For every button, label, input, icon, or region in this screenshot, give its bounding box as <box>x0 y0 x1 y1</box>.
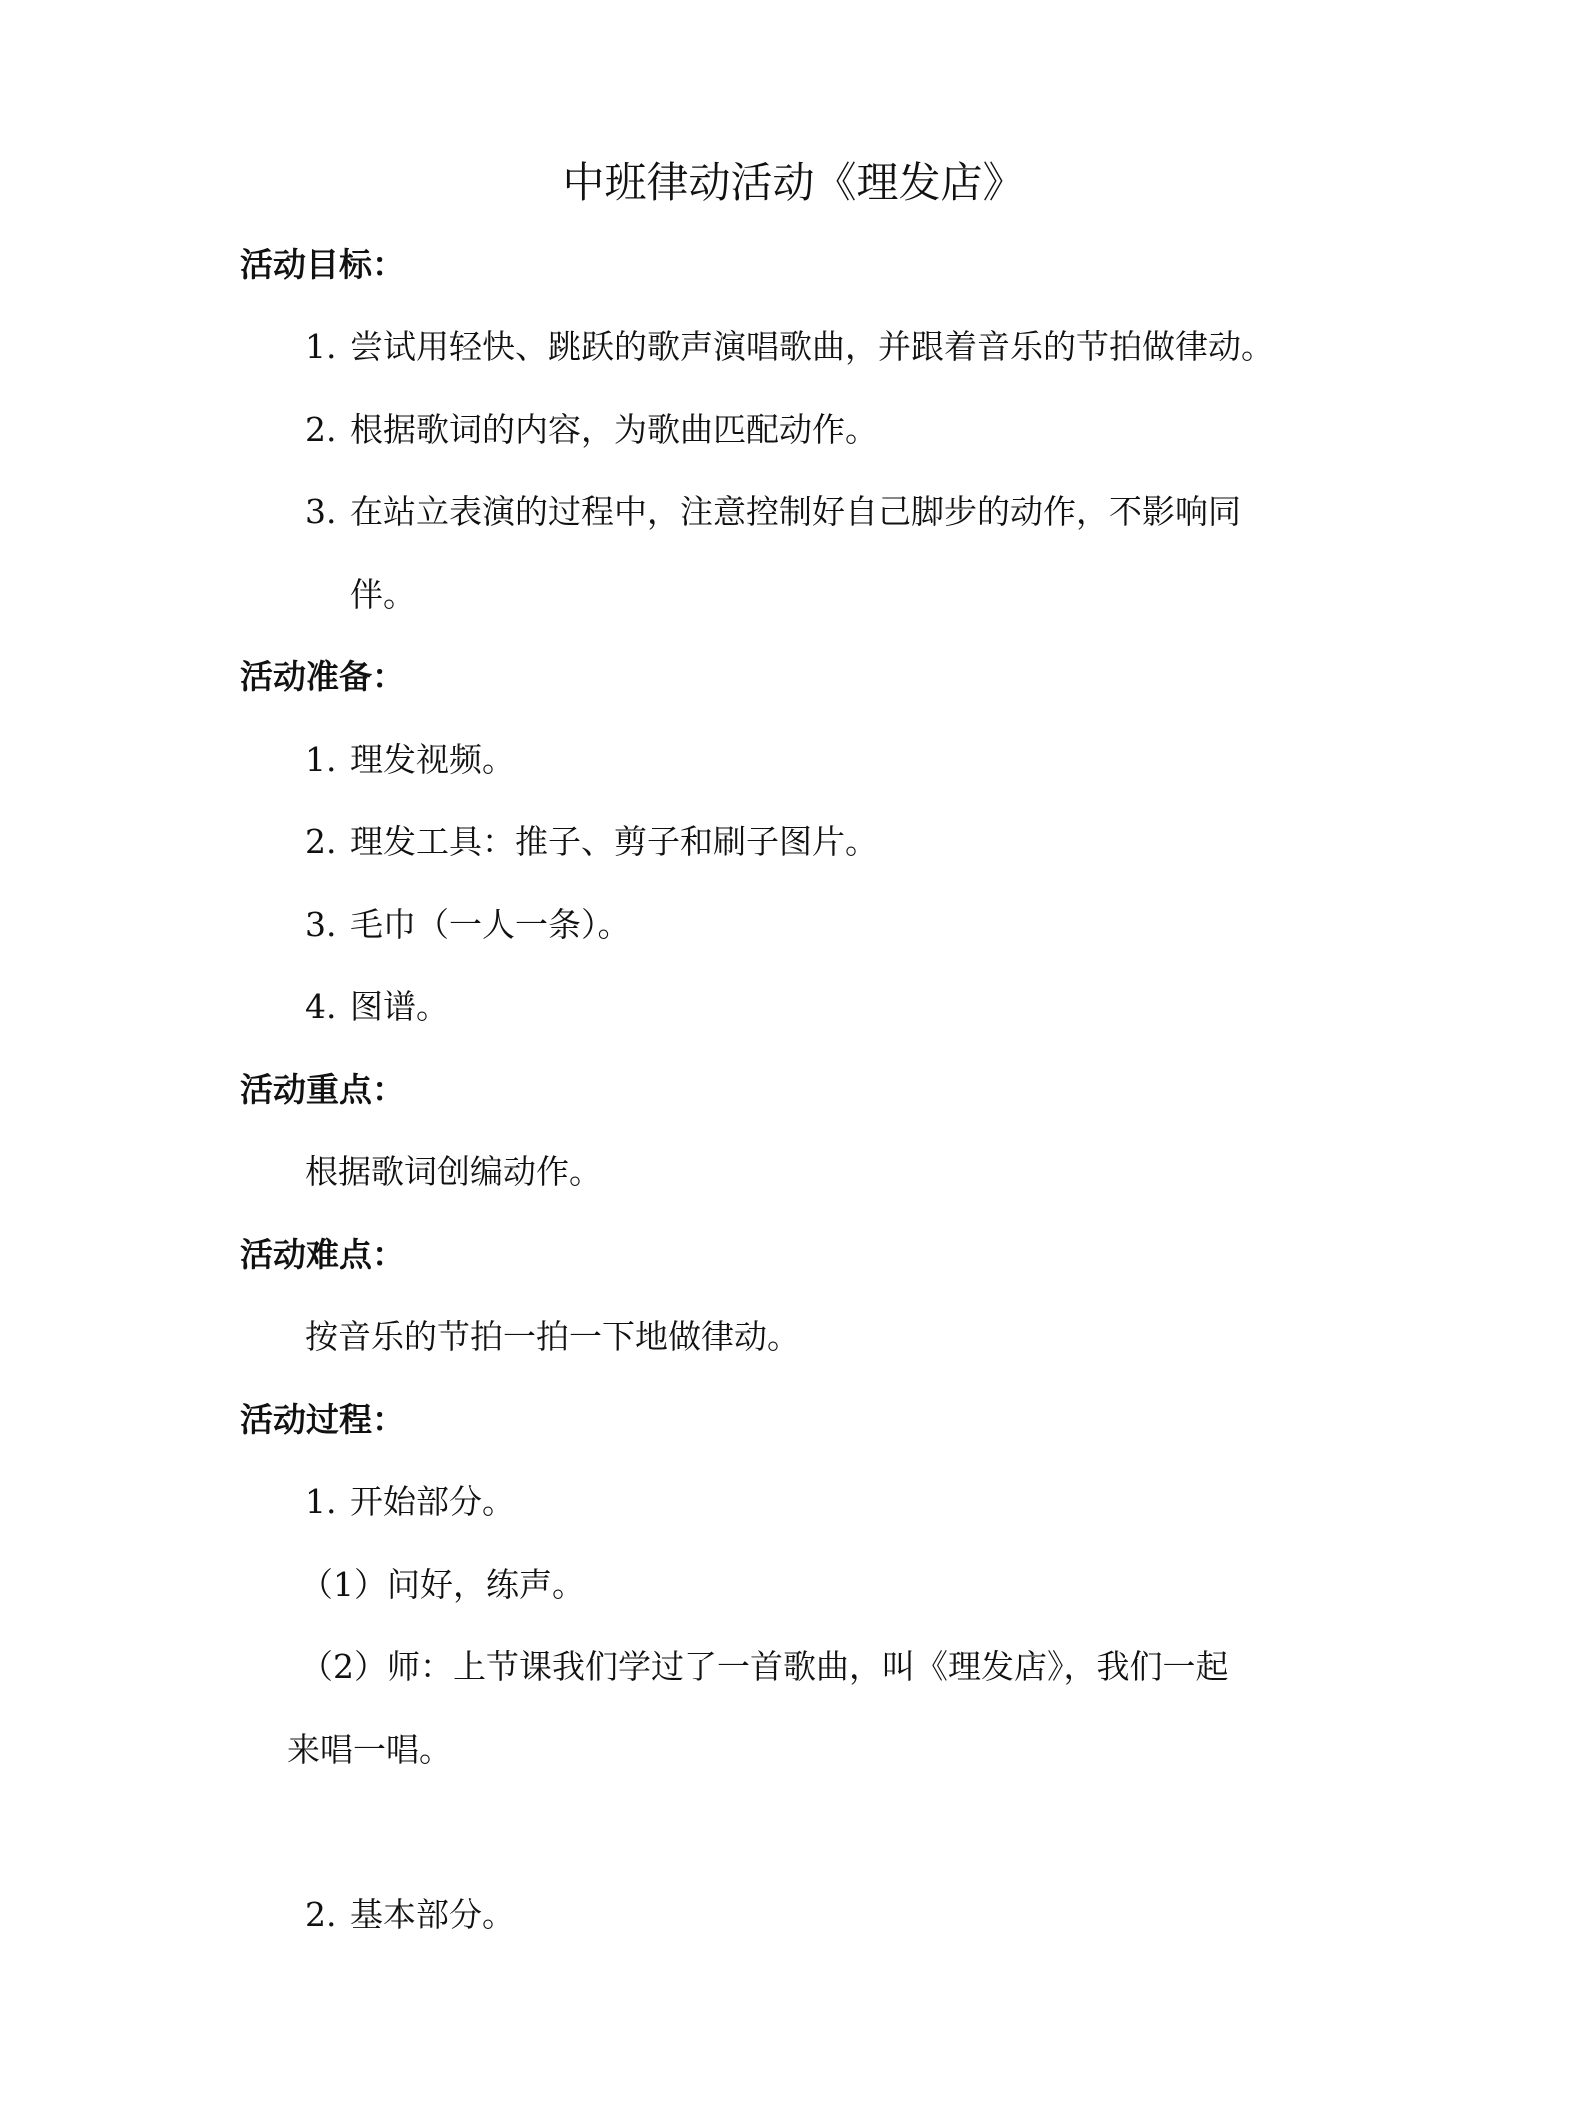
item-number: 1. <box>305 327 337 366</box>
goal-item-2 <box>305 410 878 450</box>
prep-item-4 <box>305 987 449 1027</box>
process-sub-1: （1）问好，练声。 <box>300 1565 585 1604</box>
process-step-2 <box>305 1895 515 1935</box>
goal-item-3-continued: 伴。 <box>350 575 416 614</box>
prep-item-1 <box>305 740 515 780</box>
difficulty-text: 按音乐的节拍一拍一下地做律动。 <box>305 1317 800 1356</box>
goal-item-3 <box>305 492 1241 532</box>
item-number: 4. <box>305 987 337 1026</box>
prep-item-3 <box>305 905 631 945</box>
item-number: 2. <box>305 410 337 449</box>
prep-item-2 <box>305 822 878 862</box>
item-text: 在站立表演的过程中，注意控制好自己脚步的动作，不影响同 <box>350 492 1241 531</box>
item-text: 理发视频。 <box>350 740 515 779</box>
goal-item-1 <box>305 327 1274 367</box>
item-number: 1. <box>305 1482 337 1521</box>
item-text: 图谱。 <box>350 987 449 1026</box>
item-number: 1. <box>305 740 337 779</box>
difficulty-heading: 活动难点： <box>240 1235 405 1274</box>
item-text: 尝试用轻快、跳跃的歌声演唱歌曲，并跟着音乐的节拍做律动。 <box>350 327 1274 366</box>
key-heading: 活动重点： <box>240 1070 405 1109</box>
item-number: 3. <box>305 492 337 531</box>
item-text: 毛巾（一人一条）。 <box>350 905 631 944</box>
item-number: 2. <box>305 822 337 861</box>
key-text: 根据歌词创编动作。 <box>305 1152 602 1191</box>
item-text: 根据歌词的内容，为歌曲匹配动作。 <box>350 410 878 449</box>
goals-heading: 活动目标： <box>240 245 405 284</box>
document-title: 中班律动活动《理发店》 <box>562 158 1025 207</box>
process-sub-2: （2）师：上节课我们学过了一首歌曲，叫《理发店》，我们一起 <box>300 1647 1229 1686</box>
prep-heading: 活动准备： <box>240 657 405 696</box>
process-heading: 活动过程： <box>240 1400 405 1439</box>
item-text: 理发工具：推子、剪子和刷子图片。 <box>350 822 878 861</box>
process-step-1 <box>305 1482 515 1522</box>
item-number: 3. <box>305 905 337 944</box>
item-text: 基本部分。 <box>350 1895 515 1934</box>
item-number: 2. <box>305 1895 337 1934</box>
process-sub-2-continued: 来唱一唱。 <box>287 1730 452 1769</box>
item-text: 开始部分。 <box>350 1482 515 1521</box>
